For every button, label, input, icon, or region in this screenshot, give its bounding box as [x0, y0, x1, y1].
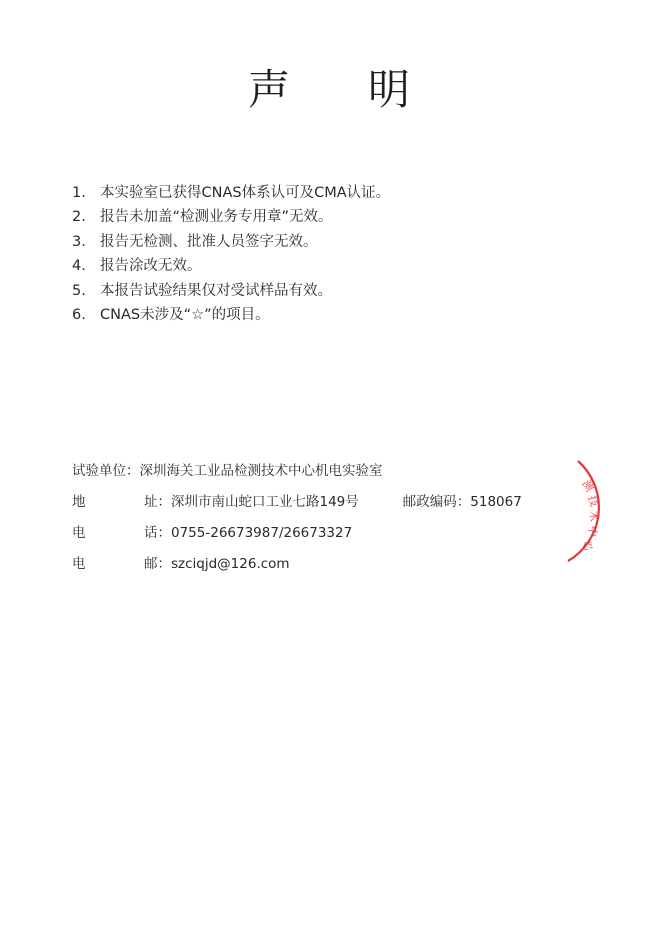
unit-label: 试验单位：	[72, 463, 140, 479]
address-row	[72, 487, 522, 518]
email-value: szciqjd@126.com	[171, 556, 290, 572]
svg-text:心: 心	[579, 537, 597, 554]
statement-number: 6.	[72, 306, 86, 323]
statement-number: 5.	[72, 282, 86, 299]
statement-number: 3.	[72, 233, 86, 250]
svg-text:中: 中	[585, 524, 600, 538]
unit-value: 深圳海关工业品检测技术中心机电实验室	[139, 463, 383, 479]
address-label-2: 址：	[144, 494, 171, 510]
statement-item	[72, 205, 390, 229]
statement-text: 本报告试验结果仅对受试样品有效。	[100, 282, 332, 299]
statement-list	[72, 181, 390, 327]
phone-label-2: 话：	[144, 525, 171, 541]
statement-item	[72, 230, 390, 254]
title-char-2: 明	[368, 65, 411, 114]
statement-item	[72, 181, 390, 205]
statement-text: 报告未加盖“检测业务专用章”无效。	[100, 209, 333, 226]
svg-text:技: 技	[585, 493, 601, 509]
phone-value: 0755-26673987/26673327	[171, 525, 353, 541]
postcode-value: 518067	[470, 494, 522, 510]
email-label-2: 邮：	[144, 556, 171, 572]
statement-text: 报告无检测、批准人员签字无效。	[100, 233, 318, 250]
svg-text:术: 术	[587, 510, 601, 523]
email-label-1: 电	[72, 556, 86, 572]
unit-row	[72, 456, 522, 487]
statement-item	[72, 254, 390, 278]
statement-item	[72, 279, 390, 303]
phone-label-1: 电	[72, 525, 86, 541]
svg-text:测: 测	[579, 477, 597, 494]
contact-block	[72, 456, 522, 580]
statement-text: 本实验室已获得CNAS体系认可及CMA认证。	[100, 185, 391, 201]
statement-number: 4.	[72, 258, 86, 275]
statement-text: 报告涂改无效。	[100, 258, 202, 275]
postcode-label: 邮政编码：	[402, 494, 471, 510]
statement-number: 1.	[72, 185, 86, 201]
statement-number: 2.	[72, 209, 86, 226]
seal-stamp-icon	[560, 455, 620, 567]
page-title	[248, 62, 410, 118]
address-value: 深圳市南山蛇口工业七路149号	[171, 494, 359, 510]
title-char-1: 声	[248, 65, 291, 114]
statement-item	[72, 303, 390, 327]
email-row	[72, 549, 522, 580]
statement-text: CNAS未涉及“☆”的项目。	[100, 306, 270, 323]
phone-row	[72, 518, 522, 549]
address-label-1: 地	[72, 494, 86, 510]
